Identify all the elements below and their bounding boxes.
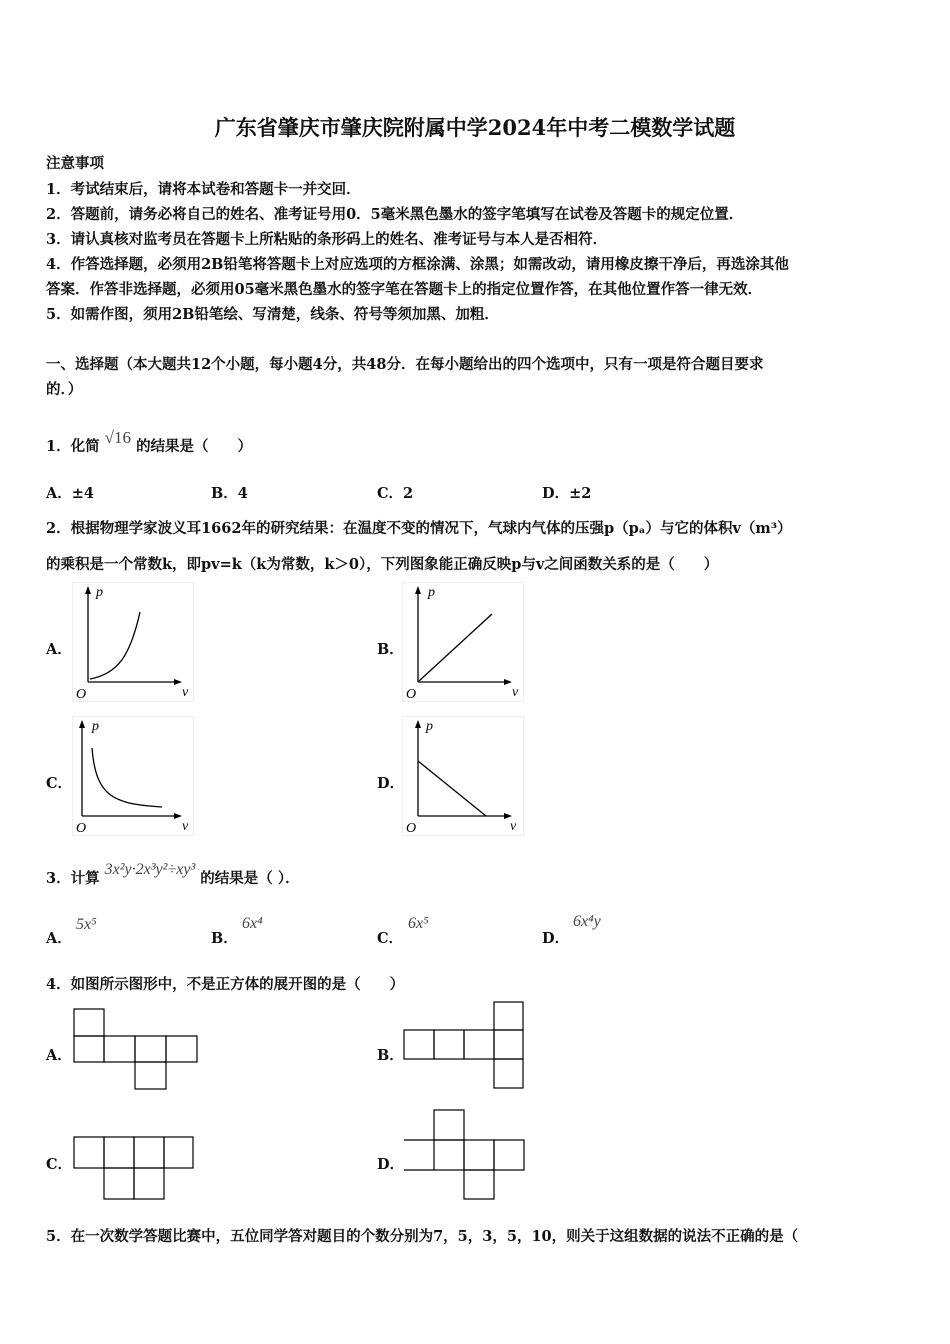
graph-d-p-label: p bbox=[426, 719, 433, 734]
q5-stem: 5．在一次数学答题比赛中，五位同学答对题目的个数分别为7，5，3，5，10，则关于这组数据的说法不正确的是（ bbox=[46, 1228, 799, 1245]
graph-b-p-label: p bbox=[428, 585, 435, 600]
net-c-cell bbox=[164, 1137, 193, 1168]
q4-option-a-label[interactable]: A． bbox=[46, 1047, 72, 1064]
q3-option-a-value[interactable]: 5x⁵ bbox=[76, 916, 97, 933]
q2-graph-b[interactable] bbox=[402, 582, 524, 702]
q2-stem-line2: 的乘积是一个常数k，即pv=k（k为常数，k＞0），下列图象能正确反映p与v之间函数关系的是（ ） bbox=[46, 556, 719, 573]
net-b-cell bbox=[404, 1030, 434, 1059]
graph-a-p-label: p bbox=[96, 585, 103, 600]
section-heading-cont: 的．） bbox=[46, 381, 83, 398]
q2-graph-a[interactable] bbox=[72, 582, 194, 702]
net-b-cell bbox=[434, 1030, 464, 1059]
notice-heading: 注意事项 bbox=[46, 155, 104, 172]
net-b-cell bbox=[494, 1030, 523, 1059]
graph-a-v-label: v bbox=[182, 685, 189, 700]
q1-radical: √16 bbox=[104, 428, 131, 447]
q3-prefix: 3．计算 bbox=[46, 870, 100, 887]
graph-a-curve bbox=[90, 612, 140, 679]
q1-option-d[interactable]: D．±2 bbox=[542, 485, 592, 502]
q4-net-d[interactable] bbox=[402, 1108, 527, 1203]
net-c-cell bbox=[104, 1137, 134, 1168]
q2-option-b-label[interactable]: B． bbox=[377, 641, 404, 658]
q3-option-c-label[interactable]: C． bbox=[377, 930, 404, 947]
q3-option-d-value[interactable]: 6x⁴y bbox=[573, 913, 601, 930]
q2-option-d-label[interactable]: D． bbox=[377, 775, 405, 792]
q4-option-c-label[interactable]: C． bbox=[46, 1156, 73, 1173]
graph-c-origin-label: O bbox=[76, 821, 87, 836]
section-heading: 一、选择题（本大题共12个小题，每小题4分，共48分．在每小题给出的四个选项中，只有一项是符合题目要求 bbox=[46, 356, 764, 373]
notice-item-2: 2．答题前，请务必将自己的姓名、准考证号用0．5毫米黑色墨水的签字笔填写在试卷及答题卡的规定位置． bbox=[46, 206, 744, 223]
graph-c-curve bbox=[92, 748, 162, 807]
graph-b-v-label: v bbox=[512, 685, 519, 700]
net-a-cell bbox=[135, 1036, 166, 1062]
q4-net-b[interactable] bbox=[402, 1000, 527, 1092]
q3-option-c-value[interactable]: 6x⁵ bbox=[408, 915, 429, 932]
net-b-cell bbox=[494, 1002, 523, 1030]
q2-stem-line1: 2．根据物理学家波义耳1662年的研究结果：在温度不变的情况下，气球内气体的压强p（pₐ）与它的体积v（m³） bbox=[46, 520, 792, 537]
q3-option-b-label[interactable]: B． bbox=[211, 930, 238, 947]
q4-net-c[interactable] bbox=[72, 1135, 197, 1203]
graph-b-origin-label: O bbox=[406, 687, 417, 702]
q1-option-a[interactable]: A．±4 bbox=[46, 485, 94, 502]
q1-option-b[interactable]: B．4 bbox=[211, 485, 248, 502]
q2-option-c-label[interactable]: C． bbox=[46, 775, 73, 792]
net-a-cell bbox=[74, 1036, 104, 1062]
notice-item-4: 4．作答选择题，必须用2B铅笔将答题卡上对应选项的方框涂满、涂黑；如需改动，请用橡皮擦干净后，再选涂其他 bbox=[46, 256, 789, 273]
q1-option-c[interactable]: C．2 bbox=[377, 485, 414, 502]
graph-c-v-label: v bbox=[182, 819, 189, 834]
q4-net-a[interactable] bbox=[72, 1007, 202, 1092]
q3-stem bbox=[46, 861, 300, 888]
net-d-cell bbox=[434, 1140, 464, 1170]
graph-a-origin-label: O bbox=[76, 687, 87, 702]
q1-prefix: 1．化简 bbox=[46, 438, 100, 455]
graph-d-v-label: v bbox=[510, 819, 517, 834]
net-d-cell bbox=[464, 1170, 494, 1199]
q3-option-b-value[interactable]: 6x⁴ bbox=[242, 915, 263, 932]
q2-graph-c[interactable] bbox=[72, 716, 194, 836]
notice-item-4-cont: 答案．作答非选择题，必须用05毫米黑色墨水的签字笔在答题卡上的指定位置作答，在其他位置作答一律无效． bbox=[46, 281, 763, 298]
q2-graph-d[interactable] bbox=[402, 716, 524, 836]
q1-stem bbox=[46, 428, 253, 456]
notice-item-5: 5．如需作图，须用2B铅笔绘、写清楚，线条、符号等须加黑、加粗． bbox=[46, 306, 499, 323]
q3-option-d-label[interactable]: D． bbox=[542, 930, 570, 947]
q1-suffix: 的结果是（ ） bbox=[136, 438, 253, 455]
net-d-cell bbox=[434, 1110, 464, 1140]
net-d-cell bbox=[464, 1140, 494, 1170]
net-c-cell bbox=[134, 1168, 164, 1199]
graph-d-origin-label: O bbox=[406, 821, 417, 836]
net-c-cell bbox=[134, 1137, 164, 1168]
q2-option-a-label[interactable]: A． bbox=[46, 641, 72, 658]
graph-c-p-label: p bbox=[92, 719, 99, 734]
graph-d-line bbox=[418, 761, 486, 816]
net-b-cell bbox=[494, 1059, 523, 1088]
page-title: 广东省肇庆市肇庆院附属中学2024年中考二模数学试题 bbox=[214, 115, 736, 140]
net-a-cell bbox=[135, 1062, 166, 1089]
q4-stem: 4．如图所示图形中，不是正方体的展开图的是（ ） bbox=[46, 976, 405, 993]
net-c-cell bbox=[74, 1137, 104, 1168]
q4-option-b-label[interactable]: B． bbox=[377, 1047, 404, 1064]
q3-expression: 3x²y·2x³y²÷xy³ bbox=[104, 861, 196, 878]
net-a-cell bbox=[104, 1036, 135, 1062]
q4-option-d-label[interactable]: D． bbox=[377, 1156, 405, 1173]
net-a-cell bbox=[74, 1009, 104, 1036]
q3-suffix: 的结果是（ ）． bbox=[200, 870, 300, 887]
net-c-cell bbox=[104, 1168, 134, 1199]
net-d-cell bbox=[494, 1140, 524, 1170]
notice-item-1: 1．考试结束后，请将本试卷和答题卡一并交回． bbox=[46, 181, 361, 198]
net-a-cell bbox=[166, 1036, 197, 1062]
net-b-cell bbox=[464, 1030, 494, 1059]
notice-item-3: 3．请认真核对监考员在答题卡上所粘贴的条形码上的姓名、准考证号与本人是否相符． bbox=[46, 231, 608, 248]
q3-option-a-label[interactable]: A． bbox=[46, 930, 72, 947]
graph-b-line bbox=[419, 614, 492, 681]
